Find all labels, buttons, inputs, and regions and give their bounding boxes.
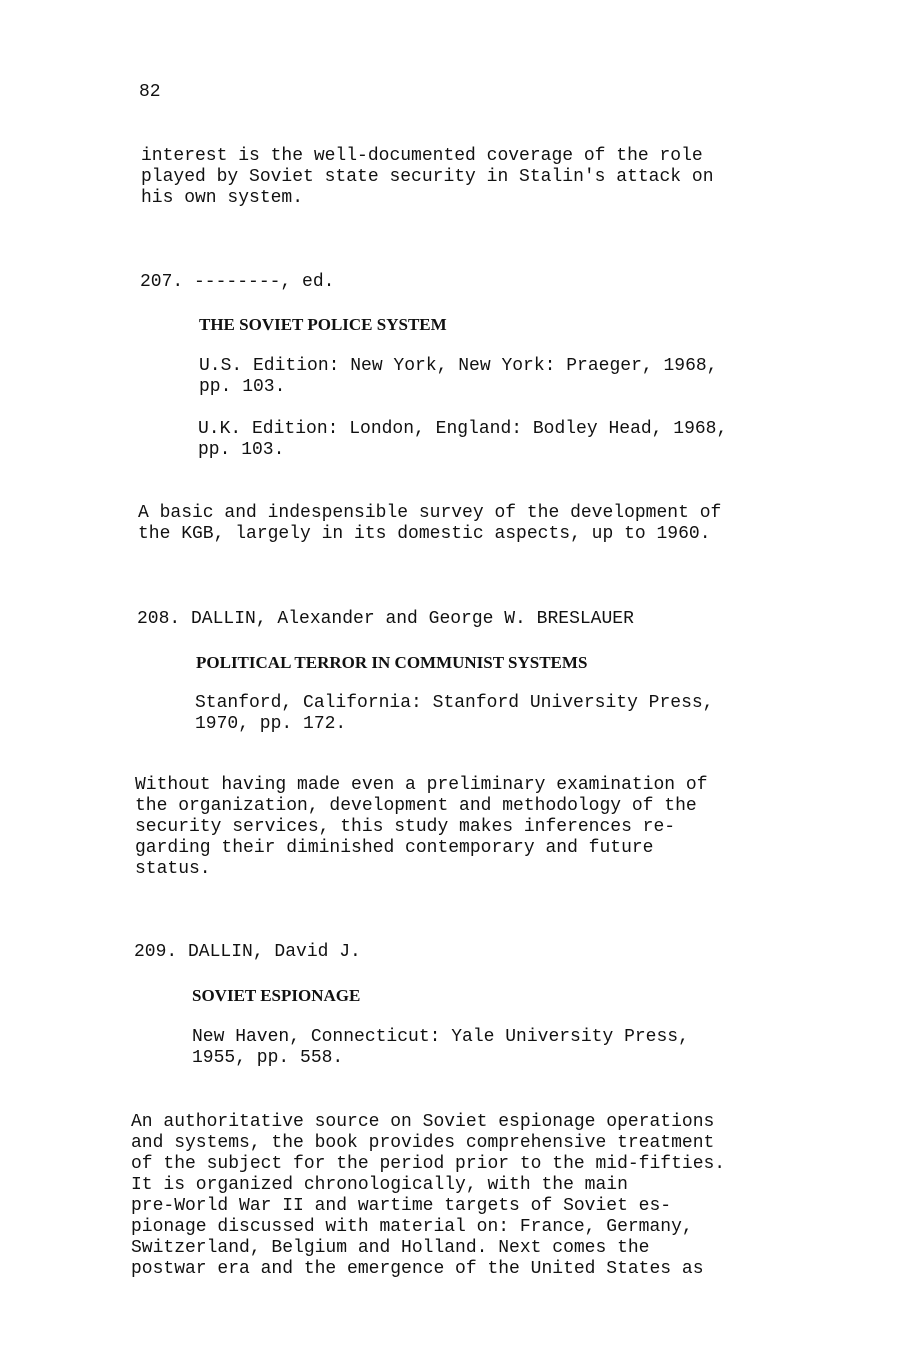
page-number: 82: [139, 82, 161, 102]
intro-paragraph: [141, 146, 796, 209]
text-line: An authoritative source on Soviet espionage operations: [131, 1112, 715, 1132]
text-line: U.S. Edition: New York, New York: Praeger, 1968,: [199, 356, 718, 376]
book-title-208: POLITICAL TERROR IN COMMUNIST SYSTEMS: [196, 653, 588, 672]
text-line: postwar era and the emergence of the United States as: [131, 1259, 704, 1279]
text-line: played by Soviet state security in Stalin's attack on: [141, 167, 714, 187]
book-title-209: SOVIET ESPIONAGE: [192, 986, 361, 1005]
text-line: New Haven, Connecticut: Yale University Press,: [192, 1027, 689, 1047]
annotation-207: [138, 503, 793, 545]
annotation-208: [135, 775, 790, 880]
text-line: pp. 103.: [199, 377, 286, 397]
text-line: the KGB, largely in its domestic aspects, up to 1960.: [138, 524, 711, 544]
publication-209: [192, 1027, 792, 1069]
publication-208: [195, 693, 795, 735]
text-line: 1955, pp. 558.: [192, 1048, 344, 1068]
text-line: U.K. Edition: London, England: Bodley Head, 1968,: [198, 419, 728, 439]
text-line: Without having made even a preliminary examination of: [135, 775, 708, 795]
text-line: security services, this study makes inferences re-: [135, 817, 676, 837]
text-line: pp. 103.: [198, 440, 285, 460]
text-line: and systems, the book provides comprehensive treatment: [131, 1133, 715, 1153]
book-title-207: THE SOVIET POLICE SYSTEM: [199, 315, 447, 334]
text-line: pre-World War II and wartime targets of Soviet es-: [131, 1196, 672, 1216]
entry-heading-207: 207. --------, ed.: [140, 272, 335, 292]
text-line: A basic and indespensible survey of the development of: [138, 503, 722, 523]
text-line: the organization, development and methodology of the: [135, 796, 697, 816]
text-line: status.: [135, 859, 211, 879]
text-line: Switzerland, Belgium and Holland. Next comes the: [131, 1238, 650, 1258]
text-line: pionage discussed with material on: France, Germany,: [131, 1217, 693, 1237]
text-line: It is organized chronologically, with the main: [131, 1175, 628, 1195]
annotation-209: [131, 1112, 786, 1280]
text-line: 1970, pp. 172.: [195, 714, 347, 734]
text-line: of the subject for the period prior to the mid-fifties.: [131, 1154, 726, 1174]
text-line: interest is the well-documented coverage of the role: [141, 146, 703, 166]
entry-heading-208: 208. DALLIN, Alexander and George W. BRESLAUER: [137, 609, 634, 629]
text-line: garding their diminished contemporary and future: [135, 838, 654, 858]
text-line: his own system.: [141, 188, 304, 208]
publication-uk-207: [198, 419, 798, 461]
publication-us-207: [199, 356, 799, 398]
text-line: Stanford, California: Stanford University Press,: [195, 693, 714, 713]
entry-heading-209: 209. DALLIN, David J.: [134, 942, 361, 962]
